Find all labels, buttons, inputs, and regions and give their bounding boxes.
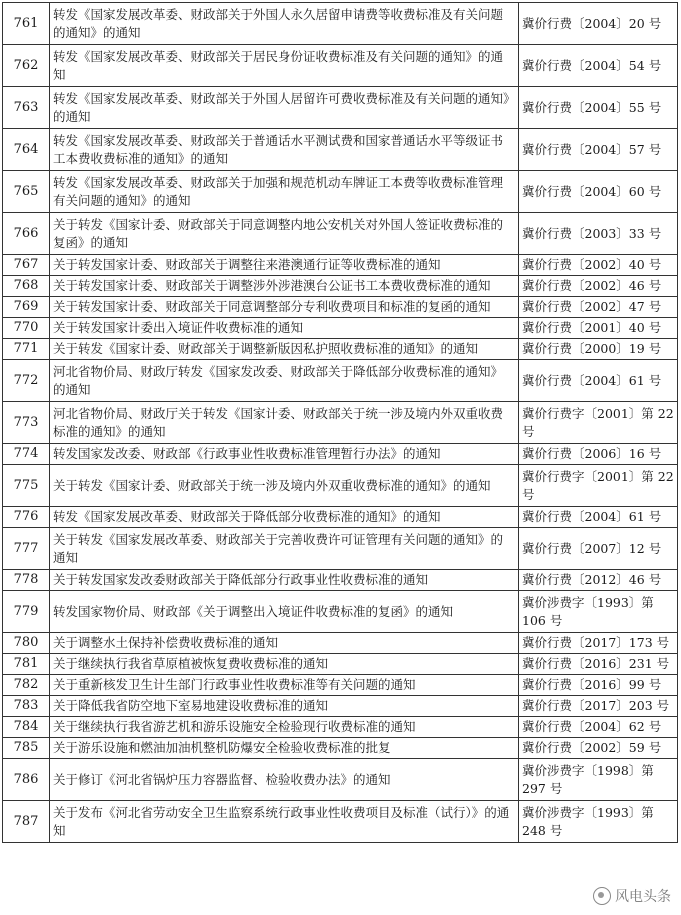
table-row xyxy=(3,276,678,297)
document-number: 冀价涉费字〔1993〕第 106 号 xyxy=(519,591,678,633)
row-number: 774 xyxy=(3,444,50,465)
table-row xyxy=(3,759,678,801)
document-number: 冀价行费〔2003〕33 号 xyxy=(519,213,678,255)
document-title: 转发《国家发展改革委、财政部关于居民身份证收费标准及有关问题的通知》的通知 xyxy=(50,45,519,87)
document-title: 关于转发国家计委、财政部关于调整往来港澳通行证等收费标准的通知 xyxy=(50,255,519,276)
row-number: 785 xyxy=(3,738,50,759)
document-title: 关于转发《国家发展改革委、财政部关于完善收费许可证管理有关问题的通知》的通知 xyxy=(50,528,519,570)
row-number: 762 xyxy=(3,45,50,87)
row-number: 761 xyxy=(3,3,50,45)
document-title: 转发《国家发展改革委、财政部关于加强和规范机动车牌证工本费等收费标准管理有关问题的通知》的通知 xyxy=(50,171,519,213)
document-title: 关于转发《国家计委、财政部关于统一涉及境内外双重收费标准的通知》的通知 xyxy=(50,465,519,507)
row-number: 777 xyxy=(3,528,50,570)
row-number: 763 xyxy=(3,87,50,129)
table-row xyxy=(3,171,678,213)
document-number: 冀价行费〔2000〕19 号 xyxy=(519,339,678,360)
row-number: 772 xyxy=(3,360,50,402)
document-title: 关于调整水土保持补偿费收费标准的通知 xyxy=(50,633,519,654)
document-title: 转发《国家发展改革委、财政部关于外国人永久居留申请费等收费标准及有关问题的通知》的通知 xyxy=(50,3,519,45)
document-title: 关于继续执行我省游艺机和游乐设施安全检验现行收费标准的通知 xyxy=(50,717,519,738)
document-title: 关于继续执行我省草原植被恢复费收费标准的通知 xyxy=(50,654,519,675)
table-row xyxy=(3,360,678,402)
table-row xyxy=(3,675,678,696)
document-number: 冀价行费〔2004〕55 号 xyxy=(519,87,678,129)
document-title: 转发国家发改委、财政部《行政事业性收费标准管理暂行办法》的通知 xyxy=(50,444,519,465)
table-row xyxy=(3,129,678,171)
document-title: 转发《国家发展改革委、财政部关于普通话水平测试费和国家普通话水平等级证书工本费收费标准的通知》的通知 xyxy=(50,129,519,171)
document-title: 关于转发国家计委、财政部关于同意调整部分专利收费项目和标准的复函的通知 xyxy=(50,297,519,318)
table-row xyxy=(3,738,678,759)
row-number: 770 xyxy=(3,318,50,339)
row-number: 787 xyxy=(3,801,50,843)
document-number: 冀价行费〔2007〕12 号 xyxy=(519,528,678,570)
document-number: 冀价行费〔2004〕61 号 xyxy=(519,360,678,402)
document-number: 冀价行费〔2004〕57 号 xyxy=(519,129,678,171)
watermark xyxy=(589,885,675,907)
document-title: 关于转发《国家计委、财政部关于同意调整内地公安机关对外国人签证收费标准的复函》的通知 xyxy=(50,213,519,255)
document-title: 关于修订《河北省锅炉压力容器监督、检验收费办法》的通知 xyxy=(50,759,519,801)
document-number: 冀价行费〔2016〕99 号 xyxy=(519,675,678,696)
table-row xyxy=(3,444,678,465)
row-number: 778 xyxy=(3,570,50,591)
document-title: 关于重新核发卫生计生部门行政事业性收费标准等有关问题的通知 xyxy=(50,675,519,696)
document-title: 转发《国家发展改革委、财政部关于降低部分收费标准的通知》的通知 xyxy=(50,507,519,528)
document-title: 关于转发《国家计委、财政部关于调整新版因私护照收费标准的通知》的通知 xyxy=(50,339,519,360)
document-number: 冀价涉费字〔1998〕第 297 号 xyxy=(519,759,678,801)
document-title: 关于游乐设施和燃油加油机整机防爆安全检验收费标准的批复 xyxy=(50,738,519,759)
table-body xyxy=(3,3,678,843)
row-number: 781 xyxy=(3,654,50,675)
document-title: 河北省物价局、财政厅关于转发《国家计委、财政部关于统一涉及境内外双重收费标准的通知》的通知 xyxy=(50,402,519,444)
document-title: 关于转发国家发改委财政部关于降低部分行政事业性收费标准的通知 xyxy=(50,570,519,591)
table-row xyxy=(3,717,678,738)
table-row xyxy=(3,297,678,318)
table-row xyxy=(3,465,678,507)
table-row xyxy=(3,696,678,717)
row-number: 771 xyxy=(3,339,50,360)
table-row xyxy=(3,87,678,129)
document-number: 冀价行费〔2002〕40 号 xyxy=(519,255,678,276)
document-number: 冀价行费〔2004〕20 号 xyxy=(519,3,678,45)
row-number: 766 xyxy=(3,213,50,255)
table-row xyxy=(3,507,678,528)
watermark-text: 风电头条 xyxy=(615,889,671,905)
document-title: 转发《国家发展改革委、财政部关于外国人居留许可费收费标准及有关问题的通知》的通知 xyxy=(50,87,519,129)
row-number: 780 xyxy=(3,633,50,654)
row-number: 767 xyxy=(3,255,50,276)
table-row xyxy=(3,591,678,633)
fee-document-table xyxy=(2,2,678,843)
table-row xyxy=(3,339,678,360)
row-number: 779 xyxy=(3,591,50,633)
row-number: 764 xyxy=(3,129,50,171)
table-row xyxy=(3,3,678,45)
row-number: 775 xyxy=(3,465,50,507)
row-number: 768 xyxy=(3,276,50,297)
table-row xyxy=(3,45,678,87)
document-number: 冀价行费字〔2001〕第 22 号 xyxy=(519,465,678,507)
document-number: 冀价行费〔2004〕62 号 xyxy=(519,717,678,738)
document-number: 冀价行费〔2004〕60 号 xyxy=(519,171,678,213)
table-row xyxy=(3,654,678,675)
row-number: 784 xyxy=(3,717,50,738)
row-number: 773 xyxy=(3,402,50,444)
document-number: 冀价行费〔2002〕46 号 xyxy=(519,276,678,297)
document-number: 冀价行费〔2004〕54 号 xyxy=(519,45,678,87)
row-number: 765 xyxy=(3,171,50,213)
table-row xyxy=(3,801,678,843)
document-title: 河北省物价局、财政厅转发《国家发改委、财政部关于降低部分收费标准的通知》的通知 xyxy=(50,360,519,402)
document-number: 冀价行费〔2017〕173 号 xyxy=(519,633,678,654)
table-row xyxy=(3,633,678,654)
document-title: 关于降低我省防空地下室易地建设收费标准的通知 xyxy=(50,696,519,717)
document-number: 冀价行费〔2002〕59 号 xyxy=(519,738,678,759)
row-number: 783 xyxy=(3,696,50,717)
document-title: 关于转发国家计委出入境证件收费标准的通知 xyxy=(50,318,519,339)
table-row xyxy=(3,402,678,444)
document-number: 冀价行费字〔2001〕第 22 号 xyxy=(519,402,678,444)
document-number: 冀价行费〔2016〕231 号 xyxy=(519,654,678,675)
row-number: 769 xyxy=(3,297,50,318)
document-number: 冀价涉费字〔1993〕第 248 号 xyxy=(519,801,678,843)
document-number: 冀价行费〔2012〕46 号 xyxy=(519,570,678,591)
table-row xyxy=(3,528,678,570)
table-row xyxy=(3,255,678,276)
document-number: 冀价行费〔2001〕40 号 xyxy=(519,318,678,339)
row-number: 782 xyxy=(3,675,50,696)
document-number: 冀价行费〔2017〕203 号 xyxy=(519,696,678,717)
document-number: 冀价行费〔2006〕16 号 xyxy=(519,444,678,465)
wechat-icon xyxy=(593,887,611,905)
document-title: 转发国家物价局、财政部《关于调整出入境证件收费标准的复函》的通知 xyxy=(50,591,519,633)
document-number: 冀价行费〔2004〕61 号 xyxy=(519,507,678,528)
table-row xyxy=(3,213,678,255)
table-row xyxy=(3,570,678,591)
document-title: 关于转发国家计委、财政部关于调整涉外涉港澳台公证书工本费收费标准的通知 xyxy=(50,276,519,297)
document-title: 关于发布《河北省劳动安全卫生监察系统行政事业性收费项目及标准（试行）》的通知 xyxy=(50,801,519,843)
row-number: 776 xyxy=(3,507,50,528)
document-number: 冀价行费〔2002〕47 号 xyxy=(519,297,678,318)
table-row xyxy=(3,318,678,339)
row-number: 786 xyxy=(3,759,50,801)
